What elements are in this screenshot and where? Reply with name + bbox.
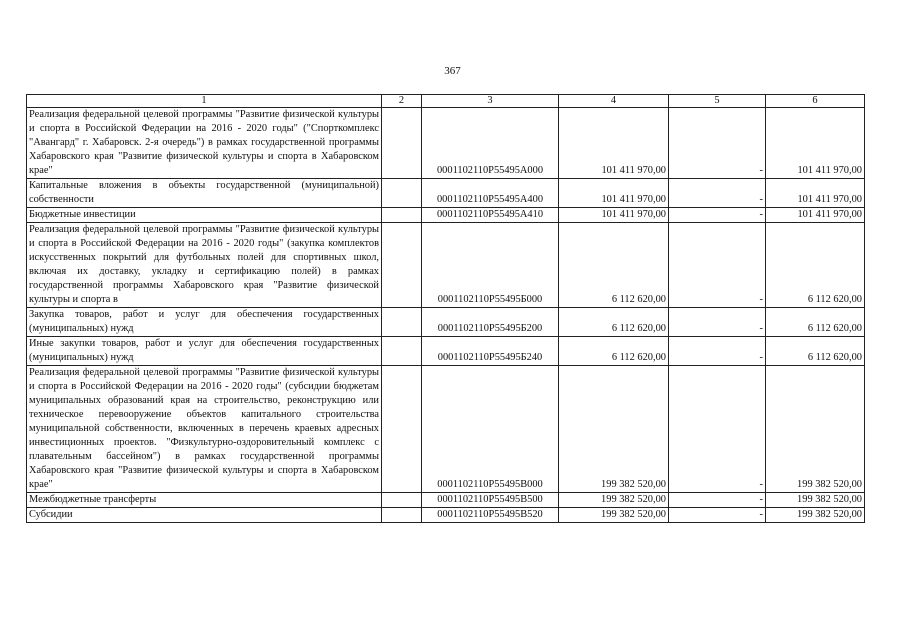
row-total: 101 411 970,00 — [766, 108, 865, 179]
table-row — [27, 366, 865, 493]
row-name: Капитальные вложения в объекты государственной (муниципальной) собственности — [27, 179, 382, 208]
row-col5: - — [669, 366, 766, 493]
row-col2 — [382, 493, 422, 508]
row-amount: 6 112 620,00 — [559, 223, 669, 308]
row-col5: - — [669, 508, 766, 523]
row-total: 199 382 520,00 — [766, 508, 865, 523]
row-name: Реализация федеральной целевой программы "Развитие физической культуры и спорта в Российской Федерации на 2016 - 2020 годы" ("Спорткомплекс "Авангард" г. Хабаровск. 2-я очередь") в рамках государственной программы Хабаровского края "Развитие физической культуры и спорта в Хабаровском крае" — [27, 108, 382, 179]
row-col2 — [382, 108, 422, 179]
row-total: 199 382 520,00 — [766, 366, 865, 493]
row-amount: 101 411 970,00 — [559, 108, 669, 179]
row-amount: 199 382 520,00 — [559, 508, 669, 523]
row-col2 — [382, 179, 422, 208]
table-row — [27, 223, 865, 308]
table-row — [27, 308, 865, 337]
row-code: 0001102110P55495В500 — [422, 493, 559, 508]
column-header-5: 5 — [669, 95, 766, 108]
row-amount: 199 382 520,00 — [559, 493, 669, 508]
row-name: Межбюджетные трансферты — [27, 493, 382, 508]
row-code: 0001102110P55495Б000 — [422, 223, 559, 308]
row-col2 — [382, 208, 422, 223]
row-col5: - — [669, 493, 766, 508]
row-amount: 101 411 970,00 — [559, 179, 669, 208]
budget-table-body — [27, 95, 865, 523]
row-total: 101 411 970,00 — [766, 179, 865, 208]
row-col5: - — [669, 308, 766, 337]
row-col2 — [382, 308, 422, 337]
row-total: 199 382 520,00 — [766, 493, 865, 508]
row-total: 6 112 620,00 — [766, 308, 865, 337]
row-name: Реализация федеральной целевой программы "Развитие физической культуры и спорта в Российской Федерации на 2016 - 2020 годы" (субсидии бюджетам муниципальных образований края на строительство, реконструкцию или техническое перевооружение объектов капитального строительства муниципальной собственности, включенных в перечень краевых адресных инвестиционных проектов. "Физкультурно-оздоровительный комплекс с плавательным бассейном") в рамках государственной программы Хабаровского края "Развитие физической культуры и спорта в Хабаровском крае" — [27, 366, 382, 493]
row-amount: 6 112 620,00 — [559, 308, 669, 337]
row-name: Реализация федеральной целевой программы "Развитие физической культуры и спорта в Российской Федерации на 2016 - 2020 годы" (закупка комплектов искусственных покрытий для футбольных полей для спортивных школ, включая их доставку, укладку и сертификацию полей) в рамках государственной программы Хабаровского края "Развитие физической культуры и спорта в — [27, 223, 382, 308]
row-name: Субсидии — [27, 508, 382, 523]
row-col2 — [382, 366, 422, 493]
table-row — [27, 208, 865, 223]
column-header-3: 3 — [422, 95, 559, 108]
table-row — [27, 179, 865, 208]
row-col5: - — [669, 223, 766, 308]
table-row — [27, 493, 865, 508]
row-code: 0001102110P55495Б200 — [422, 308, 559, 337]
column-header-2: 2 — [382, 95, 422, 108]
row-total: 6 112 620,00 — [766, 337, 865, 366]
row-amount: 199 382 520,00 — [559, 366, 669, 493]
row-name: Бюджетные инвестиции — [27, 208, 382, 223]
table-row — [27, 108, 865, 179]
row-code: 0001102110P55495А000 — [422, 108, 559, 179]
column-header-4: 4 — [559, 95, 669, 108]
row-name: Иные закупки товаров, работ и услуг для обеспечения государственных (муниципальных) нужд — [27, 337, 382, 366]
row-col5: - — [669, 208, 766, 223]
column-header-6: 6 — [766, 95, 865, 108]
row-col2 — [382, 337, 422, 366]
row-amount: 6 112 620,00 — [559, 337, 669, 366]
row-col5: - — [669, 108, 766, 179]
column-header-1: 1 — [27, 95, 382, 108]
row-code: 0001102110P55495А410 — [422, 208, 559, 223]
row-name: Закупка товаров, работ и услуг для обеспечения государственных (муниципальных) нужд — [27, 308, 382, 337]
row-code: 0001102110P55495В520 — [422, 508, 559, 523]
row-col2 — [382, 223, 422, 308]
table-row — [27, 337, 865, 366]
row-total: 101 411 970,00 — [766, 208, 865, 223]
table-row — [27, 508, 865, 523]
row-code: 0001102110P55495А400 — [422, 179, 559, 208]
row-total: 6 112 620,00 — [766, 223, 865, 308]
budget-table — [26, 94, 865, 523]
row-code: 0001102110P55495Б240 — [422, 337, 559, 366]
row-col5: - — [669, 337, 766, 366]
row-code: 0001102110P55495В000 — [422, 366, 559, 493]
row-col2 — [382, 508, 422, 523]
page-number: 367 — [444, 65, 461, 77]
row-amount: 101 411 970,00 — [559, 208, 669, 223]
header-row — [27, 95, 865, 108]
row-col5: - — [669, 179, 766, 208]
